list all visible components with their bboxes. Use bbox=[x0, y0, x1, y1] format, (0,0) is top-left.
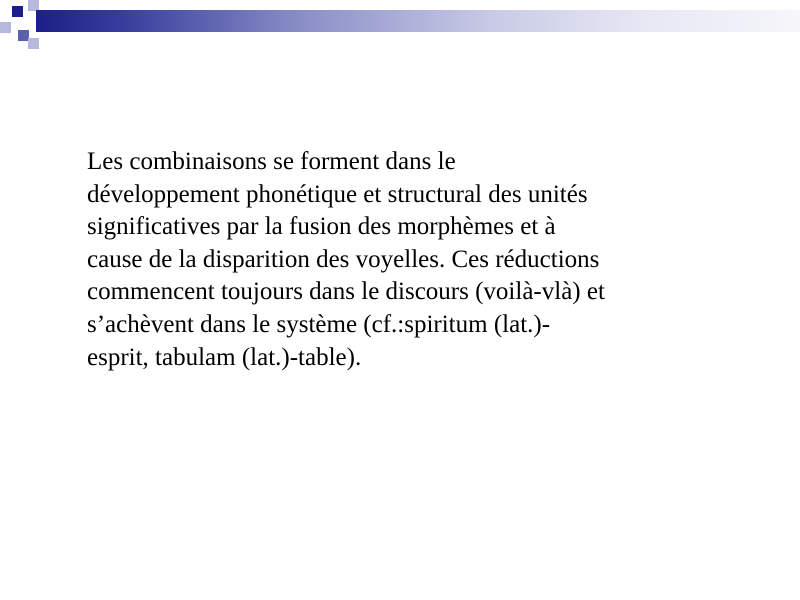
paragraph-line: cause de la disparition des voyelles. Ces réductions bbox=[87, 245, 600, 273]
paragraph-line: développement phonétique et structural des unités bbox=[87, 180, 588, 208]
paragraph-line: significatives par la fusion des morphèmes et à bbox=[87, 213, 556, 241]
paragraph-line: esprit, tabulam (lat.)-table). bbox=[87, 343, 362, 371]
paragraph-line: Les combinaisons se forment dans le bbox=[87, 148, 456, 175]
body-paragraph bbox=[87, 146, 747, 374]
decor-square bbox=[28, 38, 39, 49]
decor-square bbox=[0, 22, 11, 33]
paragraph-line: commencent toujours dans le discours (voilà-vlà) et bbox=[87, 278, 605, 306]
decor-square bbox=[12, 6, 23, 17]
paragraph-line: s’achèvent dans le système (cf.:spiritum (lat.)- bbox=[87, 310, 551, 338]
header-decoration bbox=[0, 0, 800, 60]
header-gradient-band bbox=[36, 10, 800, 32]
